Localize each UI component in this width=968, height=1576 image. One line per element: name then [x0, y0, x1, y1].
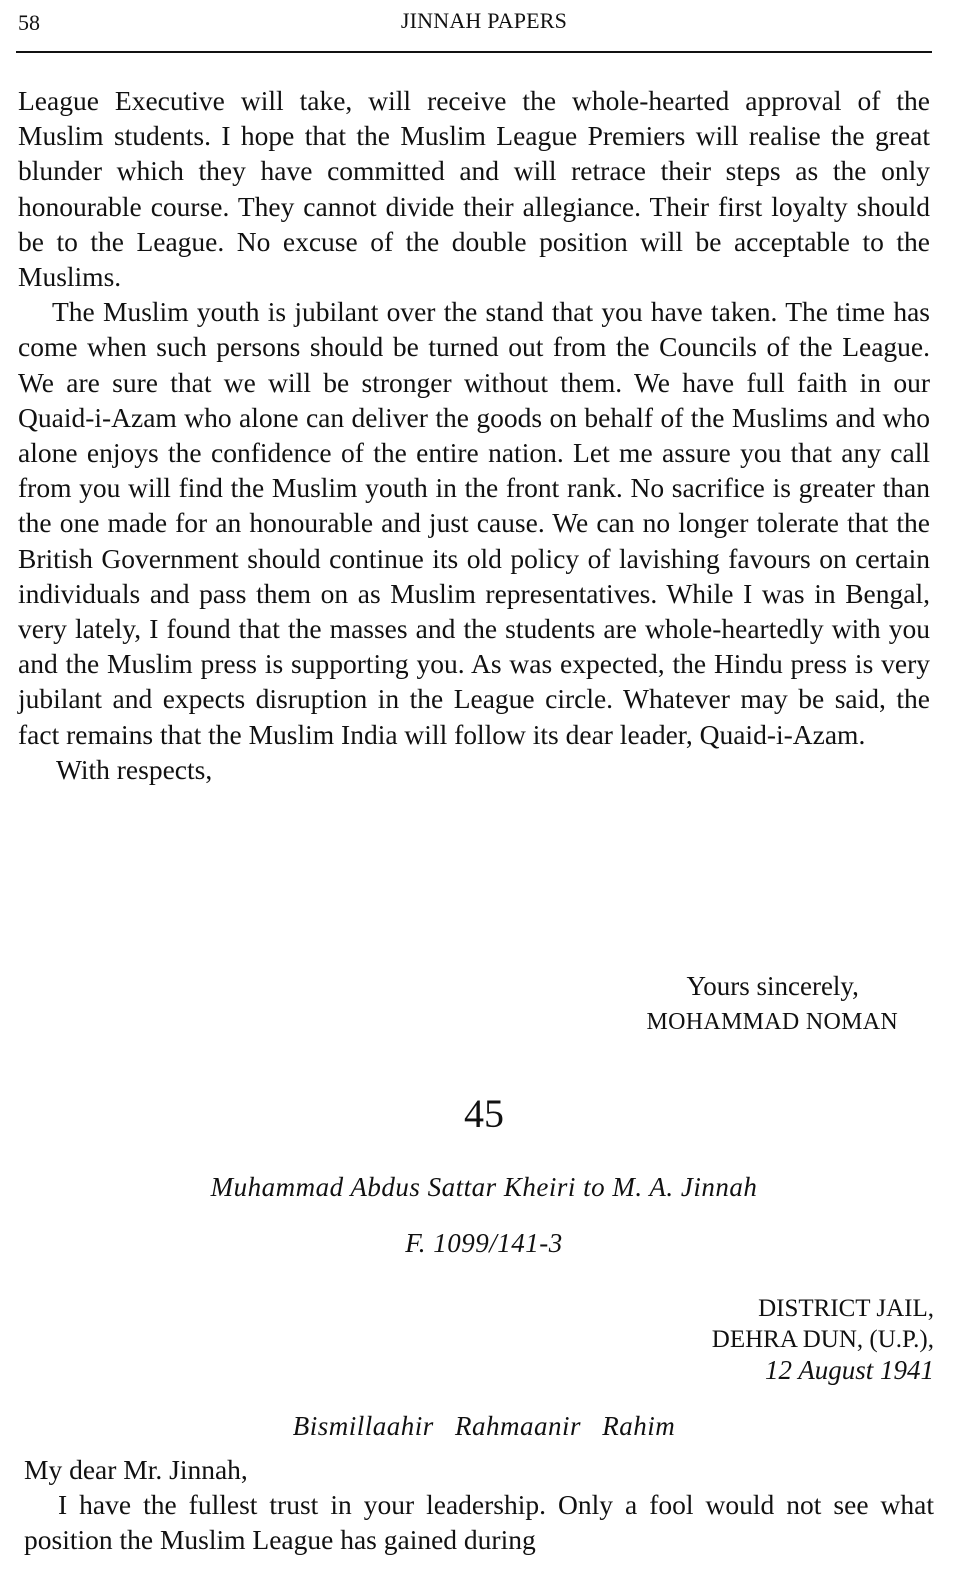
sender-address: [712, 1293, 934, 1386]
address-line: DISTRICT JAIL,: [758, 1295, 934, 1322]
address-line: DEHRA DUN, (U.P.),: [711, 1326, 934, 1353]
signoff-block: [646, 968, 898, 1040]
letter-date: 12 August 1941: [764, 1355, 934, 1385]
salutation: My dear Mr. Jinnah,: [24, 1454, 248, 1485]
page-number: 58: [18, 10, 40, 35]
document-number: 45: [464, 1091, 504, 1136]
running-head: JINNAH PAPERS: [400, 8, 568, 33]
closing: With respects,: [56, 753, 213, 785]
valediction: Yours sincerely,: [686, 971, 859, 1001]
signatory: MOHAMMAD NOMAN: [646, 1009, 898, 1035]
letter-44-body: [18, 83, 930, 787]
header-rule: [16, 51, 932, 53]
file-reference: F. 1099/141-3: [405, 1228, 563, 1258]
paragraph: I have the fullest trust in your leadership. Only a fool would not see what position the Muslim League has gained during: [24, 1489, 934, 1555]
paragraph: The Muslim youth is jubilant over the stand that you have taken. The time has come when such persons should be turned out from the Councils of the League. We are sure that we will be stronger without them. We have full faith in our Quaid-i-Azam who alone can deliver the goods on behalf of the Muslims and who alone enjoys the confidence of the entire nation. Let me assure you that any call from you will find the Muslim youth in the front rank. No sacrifice is greater than the one made for an honourable and just cause. We can no longer tolerate that the British Government should continue its old policy of lavishing favours on certain individuals and pass them on as Muslim representatives. While I was in Bengal, very lately, I found that the masses and the students are whole-heartedly with you and the Muslim press is supporting you. As was expected, the Hindu press is very jubilant and expects disruption in the League circle. Whatever may be said, the fact remains that the Muslim India will follow its dear leader, Quaid-i-Azam.: [18, 296, 930, 750]
page-header: [0, 0, 968, 60]
document-title: Muhammad Abdus Sattar Kheiri to M. A. Jinnah: [210, 1172, 758, 1202]
paragraph: League Executive will take, will receive the whole-hearted approval of the Muslim students. I hope that the Muslim League Premiers will realise the great blunder which they have committed and will retrace their steps as the only honourable course. They cannot divide their allegiance. Their first loyalty should be to the League. No excuse of the double position will be acceptable to the Muslims.: [18, 85, 930, 293]
invocation: Bismillaahir Rahmaanir Rahim: [292, 1411, 676, 1441]
letter-45-body: [24, 1452, 934, 1557]
